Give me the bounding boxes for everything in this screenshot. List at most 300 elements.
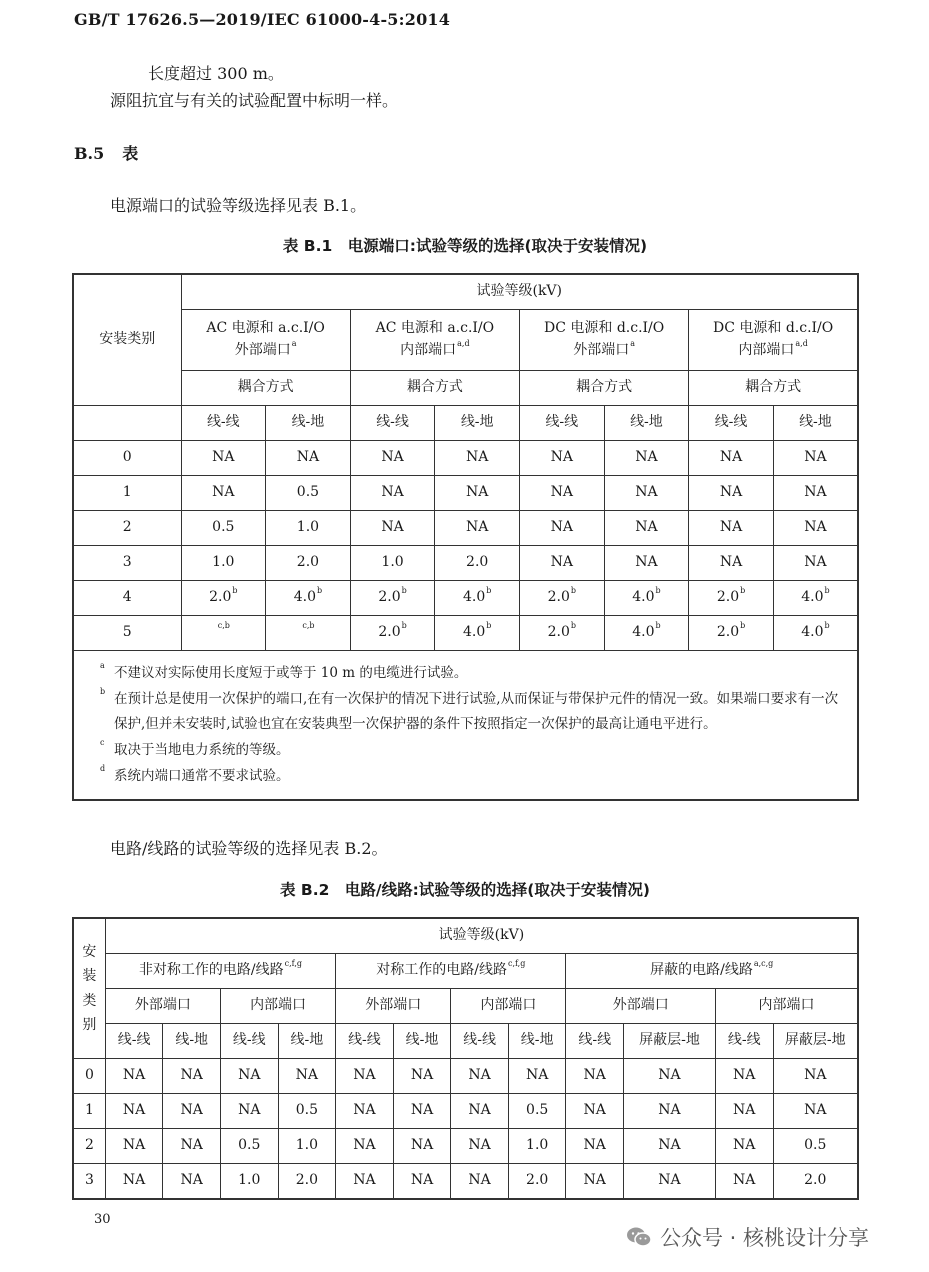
install-class-text: 0	[84, 1067, 94, 1084]
port-header	[336, 989, 451, 1024]
level-value-text: NA	[353, 1102, 376, 1119]
level-value	[181, 546, 266, 581]
circuit-group-header	[105, 954, 335, 989]
sub-header-text: 屏蔽层-地	[639, 1032, 700, 1049]
level-value-text: 2.0	[716, 624, 740, 641]
table-row	[73, 511, 858, 546]
level-value	[350, 476, 435, 511]
footnote-marker: b	[100, 686, 106, 696]
level-value-text: 4.0	[293, 589, 316, 606]
footnote-marker: c,b	[302, 621, 315, 631]
port-group-line-2	[182, 340, 350, 362]
section-heading	[74, 141, 138, 164]
footnote-marker: a	[630, 339, 636, 348]
level-value-text: 1.0	[381, 554, 404, 571]
level-value-text: NA	[525, 1067, 549, 1084]
footnote	[100, 763, 843, 790]
sub-header-text: 线-地	[290, 1032, 324, 1049]
level-value-text: 2.0	[547, 624, 570, 641]
level-value	[624, 1164, 716, 1200]
level-value	[105, 1059, 163, 1094]
level-value-text: NA	[353, 1172, 376, 1189]
table-row	[73, 441, 858, 476]
circuit-group-header-text: 非对称工作的电路/线路	[138, 962, 284, 979]
port-header-text: 内部端口	[758, 997, 815, 1014]
level-value-text: NA	[550, 519, 573, 536]
table-row	[73, 1129, 858, 1164]
section-number: B.5	[74, 144, 105, 163]
level-value-text: NA	[180, 1137, 203, 1154]
coupling-header	[520, 371, 689, 406]
level-value-text: 4.0	[462, 624, 486, 641]
level-value-text: 1.0	[296, 519, 320, 536]
level-value-text: NA	[180, 1067, 203, 1084]
level-value	[435, 546, 520, 581]
footnote-text: 不建议对实际使用长度短于或等于 10 m 的电缆进行试验。	[114, 665, 468, 681]
sub-header	[163, 1024, 221, 1059]
circuit-group-header	[566, 954, 858, 989]
class-header-blank	[73, 406, 181, 441]
level-value-text: NA	[804, 484, 827, 501]
level-value	[278, 1129, 336, 1164]
level-value-text: 2.0	[804, 1172, 827, 1189]
level-value-text: 0.5	[526, 1102, 549, 1119]
sub-header	[278, 1024, 336, 1059]
level-value-text: NA	[635, 519, 658, 536]
level-header	[105, 918, 858, 954]
port-header-text: 外部端口	[134, 997, 191, 1014]
sub-header	[773, 406, 858, 441]
sub-header-text: 线-线	[578, 1032, 612, 1049]
table-row	[73, 581, 858, 616]
install-class-text: 2	[122, 519, 132, 536]
level-value	[773, 581, 858, 616]
level-value-text: NA	[410, 1137, 434, 1154]
intro-line-2: 源阻抗宜与有关的试验配置中标明一样。	[110, 91, 399, 110]
footnote-marker: b	[824, 621, 830, 631]
class-header	[73, 918, 105, 1059]
footnote-marker: a	[100, 661, 105, 670]
port-group-line-2	[689, 340, 857, 362]
level-value	[773, 1059, 858, 1094]
level-value	[566, 1129, 624, 1164]
level-value	[336, 1059, 394, 1094]
level-value-text: 4.0	[632, 624, 655, 641]
level-value	[278, 1094, 336, 1129]
level-value-text: NA	[353, 1067, 376, 1084]
footnote-marker: a,d	[457, 339, 470, 348]
footnote-marker: b	[655, 621, 661, 631]
level-value	[435, 581, 520, 616]
sub-header-text: 线-线	[348, 1032, 381, 1049]
footnote-marker: c,f,g	[284, 959, 303, 969]
wechat-icon	[626, 1226, 652, 1248]
port-group-line-1: DC 电源和 d.c.I/O	[712, 320, 834, 337]
level-value	[435, 441, 520, 476]
level-value-text: 2.0	[378, 589, 401, 606]
coupling-header	[689, 371, 858, 406]
level-value	[266, 441, 351, 476]
level-value	[604, 476, 689, 511]
level-value	[520, 546, 605, 581]
sub-header	[520, 406, 605, 441]
install-class	[73, 511, 181, 546]
level-value	[278, 1059, 336, 1094]
level-value-text: 1.0	[238, 1172, 261, 1189]
footnote-marker: a	[291, 339, 297, 348]
page-number: 30	[94, 1212, 111, 1227]
port-header-text: 外部端口	[365, 997, 422, 1014]
level-value	[715, 1094, 773, 1129]
sub-header-text: 线-地	[630, 414, 663, 431]
port-header	[715, 989, 858, 1024]
table-row	[73, 1094, 858, 1129]
class-header-text: 安装类别	[99, 331, 156, 348]
level-value-text: NA	[122, 1137, 146, 1154]
level-value	[435, 616, 520, 651]
level-value-text: NA	[410, 1067, 434, 1084]
install-class	[73, 1164, 105, 1200]
table-row	[73, 616, 858, 651]
port-group-type: 外部端口	[573, 342, 630, 358]
install-class-text: 1	[84, 1102, 94, 1119]
level-value-text: NA	[353, 1137, 376, 1154]
port-group-header	[181, 310, 350, 371]
level-value	[773, 1164, 858, 1200]
sub-header-text: 线-地	[405, 1032, 439, 1049]
footnote-marker: c	[100, 737, 105, 747]
level-value-text: NA	[804, 1067, 827, 1084]
level-value	[181, 581, 266, 616]
level-value-text: NA	[550, 554, 573, 571]
level-value	[520, 616, 605, 651]
level-value	[520, 581, 605, 616]
level-value-text: 0.5	[296, 484, 320, 501]
level-value	[624, 1129, 716, 1164]
level-value	[773, 511, 858, 546]
footnote	[100, 661, 843, 687]
level-value-text: NA	[635, 449, 658, 466]
sub-header	[181, 406, 266, 441]
level-value	[336, 1164, 394, 1200]
footnote	[100, 737, 843, 764]
level-value-text: 0.5	[804, 1137, 827, 1154]
level-value	[451, 1164, 509, 1200]
level-value-text: 0.5	[238, 1137, 261, 1154]
level-value-text: 1.0	[526, 1137, 549, 1154]
level-value-text: NA	[381, 484, 404, 501]
level-value	[689, 476, 774, 511]
port-header	[451, 989, 566, 1024]
level-value-text: NA	[658, 1102, 681, 1119]
level-value-text: 0.5	[295, 1102, 318, 1119]
level-value-text: NA	[583, 1172, 606, 1189]
circuit-group-header-text: 对称工作的电路/线路	[376, 962, 507, 979]
level-value	[715, 1129, 773, 1164]
sub-header-text: 线-线	[714, 414, 748, 431]
footnote-marker: d	[100, 763, 106, 773]
level-value	[181, 476, 266, 511]
port-group-header	[520, 310, 689, 371]
table-row	[73, 546, 858, 581]
sub-header	[773, 1024, 858, 1059]
port-header	[105, 989, 220, 1024]
table2-caption: 表 B.2 电路/线路:试验等级的选择(取决于安装情况)	[280, 881, 650, 899]
install-class	[73, 1059, 105, 1094]
port-group-line-2	[351, 340, 519, 362]
table-row	[73, 1164, 858, 1200]
sub-header-row	[73, 1024, 858, 1059]
level-value-text: NA	[733, 1137, 756, 1154]
level-value	[689, 441, 774, 476]
install-class-text: 3	[122, 554, 132, 571]
footnote-marker: b	[317, 586, 323, 596]
footnote-text: 取决于当地电力系统的等级。	[114, 741, 290, 758]
port-group-type: 内部端口	[400, 342, 457, 358]
sub-header-text: 线-线	[463, 1032, 496, 1049]
port-group-line-1: DC 电源和 d.c.I/O	[543, 320, 665, 337]
install-class	[73, 1129, 105, 1164]
circuit-group-header-text: 屏蔽的电路/线路	[650, 962, 753, 979]
level-value-text: NA	[658, 1172, 681, 1189]
level-value	[566, 1164, 624, 1200]
level-value	[604, 581, 689, 616]
level-value	[266, 511, 351, 546]
port-group-line-2	[520, 340, 688, 362]
level-value-text: NA	[238, 1102, 261, 1119]
install-class	[73, 581, 181, 616]
footnote-marker: c,b	[217, 621, 230, 631]
table-row	[73, 1059, 858, 1094]
sub-header	[451, 1024, 509, 1059]
footnote-marker: a,d	[795, 339, 808, 348]
sub-header-text: 线-地	[520, 1032, 554, 1049]
install-class	[73, 616, 181, 651]
install-class-text: 0	[122, 449, 132, 466]
level-value-text: NA	[804, 554, 827, 571]
footnote-marker: b	[401, 586, 407, 596]
level-value-text: NA	[212, 484, 235, 501]
level-value	[773, 1129, 858, 1164]
level-value-text: NA	[122, 1172, 146, 1189]
level-value	[266, 616, 351, 651]
level-value	[163, 1059, 221, 1094]
circuit-group-header	[336, 954, 566, 989]
notes-row	[73, 651, 858, 801]
level-value-text: NA	[212, 449, 235, 466]
install-class-text: 3	[84, 1172, 94, 1189]
level-value-text: NA	[296, 449, 320, 466]
header-row	[73, 274, 858, 310]
level-value	[163, 1129, 221, 1164]
level-value	[393, 1059, 451, 1094]
sub-header-text: 线-线	[545, 414, 579, 431]
level-value-text: 4.0	[801, 624, 824, 641]
sub-header-text: 线-线	[232, 1032, 266, 1049]
level-value	[220, 1094, 278, 1129]
level-value-text: 2.0	[378, 624, 401, 641]
level-value	[520, 441, 605, 476]
level-value	[105, 1094, 163, 1129]
level-value-text: NA	[583, 1102, 606, 1119]
level-value-text: 2.0	[295, 1172, 318, 1189]
level-value-text: NA	[410, 1172, 434, 1189]
level-value	[773, 476, 858, 511]
footnote	[100, 686, 843, 738]
level-value-text: NA	[804, 1102, 827, 1119]
sub-header	[689, 406, 774, 441]
table-b2	[72, 917, 859, 1200]
level-value	[105, 1164, 163, 1200]
port-header-text: 内部端口	[480, 997, 537, 1014]
level-value-text: NA	[180, 1102, 203, 1119]
footnote-marker: b	[486, 586, 492, 596]
level-value	[181, 441, 266, 476]
port-header	[220, 989, 335, 1024]
level-value-text: NA	[468, 1067, 491, 1084]
level-value	[435, 511, 520, 546]
coupling-header-text: 耦合方式	[745, 379, 802, 396]
level-value	[163, 1094, 221, 1129]
level-value-text: NA	[466, 519, 489, 536]
level-value-text: NA	[635, 484, 658, 501]
level-value	[508, 1129, 566, 1164]
level-value-text: NA	[295, 1067, 319, 1084]
level-value	[393, 1129, 451, 1164]
install-class-text: 2	[84, 1137, 94, 1154]
level-value-text: NA	[583, 1067, 606, 1084]
footnote-marker: b	[570, 621, 576, 631]
sub-header-text: 线-线	[206, 414, 240, 431]
table1-caption: 表 B.1 电源端口:试验等级的选择(取决于安装情况)	[282, 237, 648, 255]
port-header-row	[73, 989, 858, 1024]
level-value	[508, 1059, 566, 1094]
watermark-text: 公众号 · 核桃设计分享	[660, 1226, 870, 1250]
section-title: 表	[122, 144, 139, 163]
sub-header	[336, 1024, 394, 1059]
level-value-text: NA	[635, 554, 658, 571]
sub-header-row	[73, 406, 858, 441]
level-value	[451, 1094, 509, 1129]
level-value-text: NA	[719, 484, 743, 501]
sub-header	[266, 406, 351, 441]
footnote-marker: b	[486, 621, 492, 631]
footnote-marker: a,c,g	[753, 959, 774, 969]
port-group-type: 内部端口	[738, 342, 795, 358]
level-value	[350, 581, 435, 616]
level-value	[350, 616, 435, 651]
level-value	[689, 511, 774, 546]
level-value-text: 0.5	[212, 519, 235, 536]
sub-header	[604, 406, 689, 441]
level-value-text: 4.0	[801, 589, 824, 606]
level-value	[624, 1059, 716, 1094]
level-value	[508, 1164, 566, 1200]
level-value-text: NA	[658, 1067, 681, 1084]
level-value	[773, 546, 858, 581]
level-value	[773, 441, 858, 476]
level-value	[266, 546, 351, 581]
level-value	[451, 1129, 509, 1164]
level-value-text: NA	[719, 449, 743, 466]
level-value	[773, 616, 858, 651]
level-value	[715, 1164, 773, 1200]
level-value	[181, 511, 266, 546]
footnote-text: 在预计总是使用一次保护的端口,在有一次保护的情况下进行试验,从而保证与带保护元件的情况一致。如果端口要求有一次保护,但并未安装时,试验也宜在安装典型一次保护器的条件下按照指定一次保护的最高让通电平进行。	[114, 690, 839, 733]
install-class	[73, 546, 181, 581]
sub-header-text: 线-线	[117, 1032, 151, 1049]
watermark	[626, 1222, 869, 1252]
sub-header	[105, 1024, 163, 1059]
coupling-header-text: 耦合方式	[576, 379, 633, 396]
coupling-header-text: 耦合方式	[237, 379, 294, 396]
level-value-text: NA	[804, 449, 827, 466]
level-value	[266, 476, 351, 511]
sub-header-text: 线-线	[376, 414, 409, 431]
coupling-header-text: 耦合方式	[406, 379, 463, 396]
sub-header	[566, 1024, 624, 1059]
level-value-text: 2.0	[466, 554, 489, 571]
group-header-row	[73, 310, 858, 371]
level-value-text: NA	[238, 1067, 261, 1084]
level-header	[181, 274, 858, 310]
level-value-text: NA	[733, 1172, 756, 1189]
level-value-text: NA	[719, 554, 743, 571]
document-header: GB/T 17626.5—2019/IEC 61000-4-5:2014	[74, 10, 451, 29]
sub-header	[715, 1024, 773, 1059]
level-value	[435, 476, 520, 511]
sub-header	[508, 1024, 566, 1059]
level-value-text: 2.0	[526, 1172, 549, 1189]
level-value-text: NA	[550, 484, 573, 501]
level-value-text: NA	[381, 449, 404, 466]
level-value	[604, 616, 689, 651]
level-value-text: NA	[468, 1172, 491, 1189]
install-class	[73, 441, 181, 476]
port-header-text: 外部端口	[612, 997, 669, 1014]
level-value-text: NA	[733, 1102, 756, 1119]
coupling-row	[73, 371, 858, 406]
table2-intro: 电路/线路的试验等级的选择见表 B.2。	[110, 839, 388, 858]
sub-header-text: 线-地	[799, 414, 832, 431]
install-class-text: 4	[122, 589, 132, 606]
header-row	[73, 918, 858, 954]
install-class-text: 5	[122, 624, 132, 641]
level-value	[350, 546, 435, 581]
install-class	[73, 1094, 105, 1129]
level-value	[773, 1094, 858, 1129]
level-value	[566, 1059, 624, 1094]
level-value-text: NA	[719, 519, 743, 536]
sub-header-text: 屏蔽层-地	[784, 1032, 846, 1049]
level-value-text: NA	[122, 1102, 146, 1119]
footnote-marker: b	[232, 586, 238, 596]
level-value-text: NA	[733, 1067, 756, 1084]
footnote-marker: b	[570, 586, 576, 596]
level-value	[624, 1094, 716, 1129]
class-header	[73, 274, 181, 406]
install-class-text: 1	[122, 484, 132, 501]
level-value	[336, 1129, 394, 1164]
level-value	[105, 1129, 163, 1164]
level-value	[393, 1094, 451, 1129]
level-value-text: NA	[466, 449, 489, 466]
sub-header	[624, 1024, 716, 1059]
level-value	[508, 1094, 566, 1129]
sub-header	[435, 406, 520, 441]
coupling-header	[181, 371, 350, 406]
install-class	[73, 476, 181, 511]
